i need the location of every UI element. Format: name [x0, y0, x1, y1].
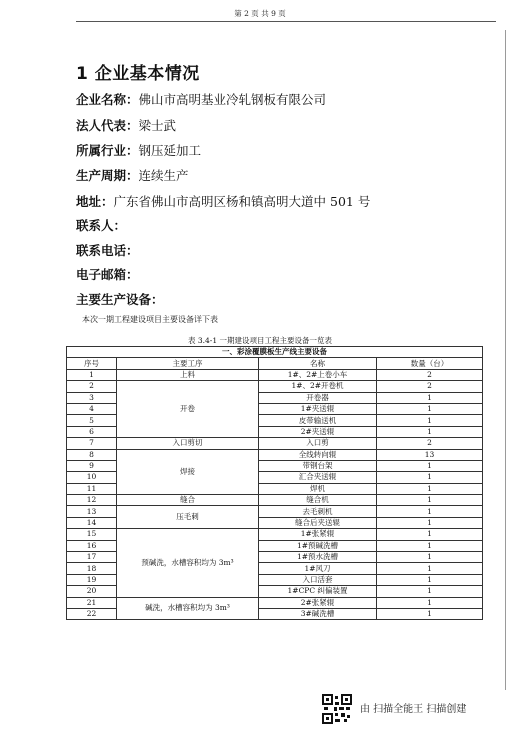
- cell-name: 1#、2#上卷小车: [259, 369, 377, 380]
- header-divider: [76, 21, 496, 22]
- cell-qty: 2: [377, 381, 483, 392]
- table-row: [67, 597, 483, 608]
- cell-name: 缝合机: [259, 495, 377, 506]
- cell-name: 汇合夹送辊: [259, 472, 377, 483]
- table-row: [67, 495, 483, 506]
- field-label: 电子邮箱：: [76, 267, 139, 282]
- cell-process: 碱洗，水槽容积均为 3m³: [117, 597, 259, 620]
- table-caption: 表 3.4-1 一期建设项目工程主要设备一览表: [187, 336, 332, 345]
- cell-no: 15: [67, 529, 117, 540]
- cell-qty: 1: [377, 574, 483, 585]
- cell-qty: 1: [377, 552, 483, 563]
- cell-qty: 1: [377, 506, 483, 517]
- cell-no: 21: [67, 597, 117, 608]
- cell-qty: 1: [377, 563, 483, 574]
- col-header-name: 名称: [259, 358, 377, 369]
- cell-name: 1#、2#开卷机: [259, 381, 377, 392]
- cell-process-text: 预碱洗，水槽容积均为 3m³: [141, 557, 234, 567]
- cell-qty: 1: [377, 392, 483, 403]
- cell-name: 1#夹送辊: [259, 403, 377, 414]
- cell-name: 皮带输送机: [259, 415, 377, 426]
- cell-name: 1#CPC 纠偏装置: [259, 586, 377, 597]
- cell-no: 17: [67, 552, 117, 563]
- field-label: 地址：: [76, 194, 114, 209]
- cell-no: 6: [67, 426, 117, 437]
- table-row: [67, 449, 483, 460]
- cell-qty: 1: [377, 608, 483, 619]
- table-row: [67, 381, 483, 392]
- page-number: 第 2 页 共 9 页: [234, 9, 286, 18]
- table-group-header: 一、彩涂覆膜板生产线主要设备: [67, 347, 483, 358]
- cell-no: 4: [67, 403, 117, 414]
- cell-no: 19: [67, 574, 117, 585]
- cell-name: 1#预碱洗槽: [259, 540, 377, 551]
- qr-code-icon: [322, 694, 352, 724]
- field-phone: [76, 241, 139, 259]
- cell-no: 2: [67, 381, 117, 392]
- cell-qty: 1: [377, 517, 483, 528]
- table-row: [67, 369, 483, 380]
- watermark-text: 由 扫描全能王 扫描创建: [360, 704, 467, 715]
- field-email: [76, 265, 139, 283]
- page-edge-line: [505, 30, 506, 690]
- field-contact-person: [76, 216, 126, 234]
- table-header-row: [67, 358, 483, 369]
- cell-no: 13: [67, 506, 117, 517]
- cell-no: 9: [67, 460, 117, 471]
- table-row: [67, 529, 483, 540]
- cell-name: 入口剪: [259, 438, 377, 449]
- cell-name: 入口活套: [259, 574, 377, 585]
- field-label: 联系人：: [76, 218, 127, 233]
- col-header-no: 序号: [67, 358, 117, 369]
- cell-qty: 1: [377, 586, 483, 597]
- cell-name: 2#张紧辊: [259, 597, 377, 608]
- cell-name: 焊机: [259, 483, 377, 494]
- cell-no: 16: [67, 540, 117, 551]
- field-value: 钢压延加工: [138, 143, 202, 158]
- intro-text: 本次一期工程建设项目主要设备详下表: [82, 315, 218, 324]
- field-label: 生产周期：: [76, 168, 139, 183]
- field-value: 连续生产: [138, 168, 189, 183]
- cell-process: 开卷: [117, 381, 259, 438]
- table-row: [67, 506, 483, 517]
- field-label: 所属行业：: [76, 143, 139, 158]
- table-row: [67, 438, 483, 449]
- equipment-table: [66, 346, 483, 620]
- cell-no: 22: [67, 608, 117, 619]
- cell-process: [117, 529, 259, 597]
- cell-name: 全线转向辊: [259, 449, 377, 460]
- field-label: 主要生产设备：: [76, 292, 164, 307]
- cell-name: 去毛刺机: [259, 506, 377, 517]
- cell-qty: 2: [377, 438, 483, 449]
- cell-no: 12: [67, 495, 117, 506]
- cell-qty: 1: [377, 472, 483, 483]
- field-address: [76, 192, 370, 210]
- section-title: 1 企业基本情况: [76, 64, 200, 84]
- cell-name: 3#碱洗槽: [259, 608, 377, 619]
- cell-no: 1: [67, 369, 117, 380]
- cell-no: 3: [67, 392, 117, 403]
- cell-process: 压毛刺: [117, 506, 259, 529]
- cell-process: 缝合: [117, 495, 259, 506]
- cell-qty: 13: [377, 449, 483, 460]
- field-label: 联系电话：: [76, 243, 139, 258]
- field-industry: [76, 141, 201, 159]
- field-main-equipment: [76, 290, 164, 308]
- cell-qty: 1: [377, 415, 483, 426]
- field-production-cycle: [76, 166, 189, 184]
- cell-qty: 1: [377, 540, 483, 551]
- cell-qty: 1: [377, 529, 483, 540]
- cell-no: 20: [67, 586, 117, 597]
- table-group-row: [67, 347, 483, 358]
- cell-no: 5: [67, 415, 117, 426]
- cell-no: 10: [67, 472, 117, 483]
- col-header-qty: 数量（台）: [377, 358, 483, 369]
- cell-process: 上料: [117, 369, 259, 380]
- field-company-name: [76, 90, 326, 108]
- cell-name: 缝合后夹送辊: [259, 517, 377, 528]
- cell-process: 入口剪切: [117, 438, 259, 449]
- cell-qty: 1: [377, 403, 483, 414]
- field-label: 法人代表：: [76, 118, 139, 133]
- field-legal-rep: [76, 116, 176, 134]
- cell-qty: 1: [377, 426, 483, 437]
- cell-process: 焊接: [117, 449, 259, 495]
- col-header-process: 主要工序: [117, 358, 259, 369]
- cell-no: 14: [67, 517, 117, 528]
- cell-qty: 1: [377, 460, 483, 471]
- cell-qty: 1: [377, 483, 483, 494]
- cell-name: 带钢台架: [259, 460, 377, 471]
- cell-qty: 2: [377, 369, 483, 380]
- cell-qty: 1: [377, 597, 483, 608]
- cell-name: 1#预水洗槽: [259, 552, 377, 563]
- field-value: 梁士武: [138, 118, 177, 133]
- cell-name: 1#风刀: [259, 563, 377, 574]
- cell-no: 7: [67, 438, 117, 449]
- cell-name: 开卷器: [259, 392, 377, 403]
- cell-no: 18: [67, 563, 117, 574]
- field-value: 佛山市高明基业冷轧钢板有限公司: [138, 92, 327, 107]
- cell-qty: 1: [377, 495, 483, 506]
- cell-no: 11: [67, 483, 117, 494]
- field-value: 广东省佛山市高明区杨和镇高明大道中 501 号: [113, 194, 371, 209]
- field-label: 企业名称：: [76, 92, 139, 107]
- cell-no: 8: [67, 449, 117, 460]
- cell-name: 1#张紧辊: [259, 529, 377, 540]
- cell-name: 2#夹送辊: [259, 426, 377, 437]
